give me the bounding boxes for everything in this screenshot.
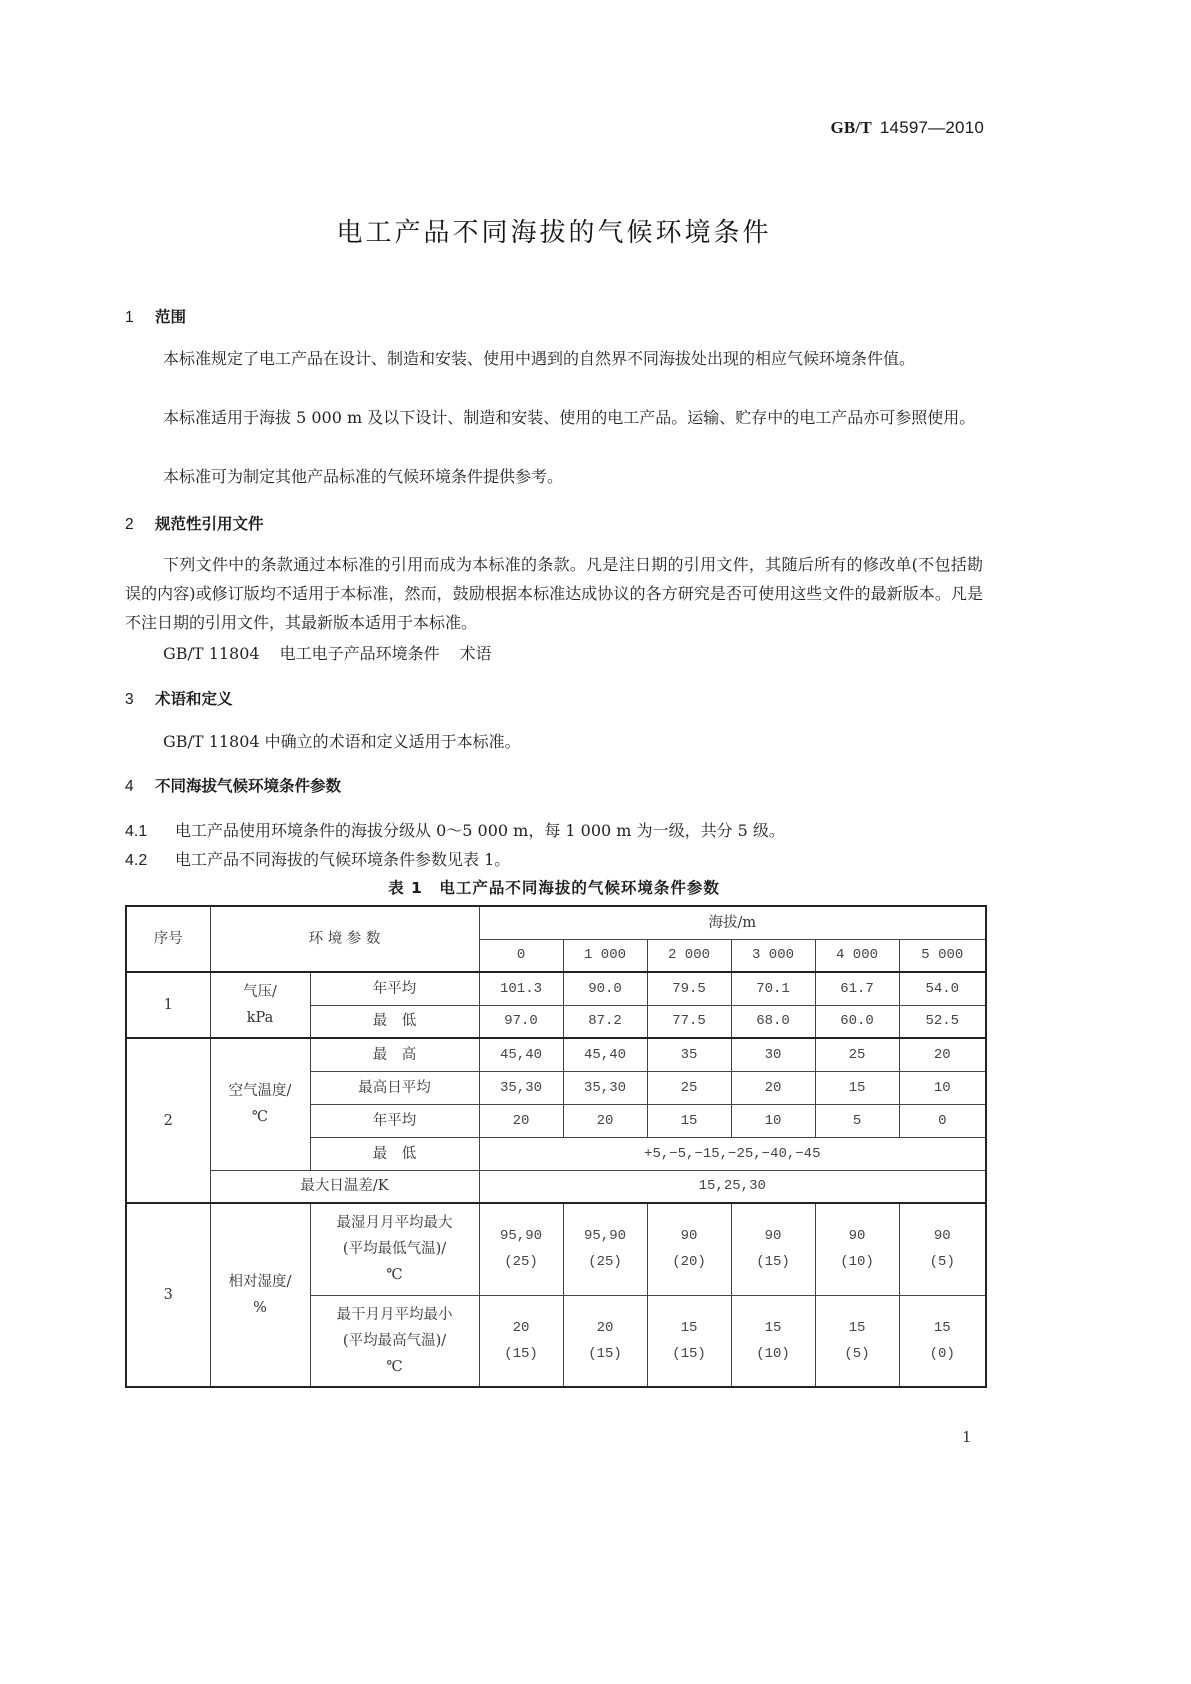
clause-text: 电工产品不同海拔的气候环境条件参数见表 1。 bbox=[175, 850, 511, 869]
cell-temp: (5) bbox=[844, 1345, 870, 1362]
table-cell: 79.5 bbox=[647, 972, 731, 1005]
label-line: (平均最低气温)/ bbox=[342, 1241, 447, 1258]
section-number: 4 bbox=[125, 778, 134, 795]
header-index: 序号 bbox=[126, 906, 210, 972]
table-row bbox=[126, 972, 986, 1005]
section-3-heading bbox=[125, 687, 233, 709]
clause-number: 4.2 bbox=[125, 852, 148, 869]
table-cell: 20 bbox=[731, 1071, 815, 1104]
page-number: 1 bbox=[962, 1428, 972, 1446]
section-title: 不同海拔气候环境条件参数 bbox=[155, 777, 342, 795]
table-caption: 表 1 电工产品不同海拔的气候环境条件参数 bbox=[388, 879, 720, 897]
cell-temp: (15) bbox=[672, 1345, 706, 1362]
table-cell: 25 bbox=[815, 1038, 899, 1071]
table-cell: 70.1 bbox=[731, 972, 815, 1005]
table-cell bbox=[647, 1203, 731, 1295]
table-cell: 54.0 bbox=[899, 972, 986, 1005]
clause-4-2 bbox=[125, 847, 510, 870]
group-index: 2 bbox=[126, 1038, 210, 1203]
table-cell: 20 bbox=[563, 1104, 647, 1137]
table-cell: 10 bbox=[899, 1071, 986, 1104]
cell-value: 90 bbox=[933, 1228, 951, 1245]
section-number: 2 bbox=[125, 516, 134, 533]
altitude-4000: 4 000 bbox=[815, 939, 899, 972]
table-cell: 5 bbox=[815, 1104, 899, 1137]
section-number: 3 bbox=[125, 691, 134, 708]
table-cell: 35,30 bbox=[563, 1071, 647, 1104]
label-line: ℃ bbox=[386, 1358, 403, 1375]
table-cell: 77.5 bbox=[647, 1005, 731, 1038]
cell-value: 15 bbox=[680, 1319, 698, 1336]
cell-value: 90 bbox=[764, 1228, 782, 1245]
table-cell: 20 bbox=[899, 1038, 986, 1071]
table-row bbox=[126, 1203, 986, 1295]
section-title: 术语和定义 bbox=[155, 690, 233, 708]
cell-value: 15 bbox=[848, 1319, 866, 1336]
table-cell: 61.7 bbox=[815, 972, 899, 1005]
merged-cell: +5,−5,−15,−25,−40,−45 bbox=[479, 1137, 986, 1170]
table-cell bbox=[479, 1295, 563, 1387]
row-label: 最大日温差/K bbox=[210, 1170, 479, 1203]
row-label bbox=[310, 1295, 479, 1387]
cell-temp: (0) bbox=[929, 1345, 955, 1362]
table-cell bbox=[731, 1295, 815, 1387]
table-cell: 87.2 bbox=[563, 1005, 647, 1038]
cell-value: 90 bbox=[680, 1228, 698, 1245]
standard-prefix: GB/T bbox=[830, 118, 872, 137]
section-1-paragraph-2: 本标准适用于海拔 5 000 m 及以下设计、制造和安装、使用的电工产品。运输、贮存中的电工产品亦可参照使用。 bbox=[163, 408, 976, 427]
group-index: 1 bbox=[126, 972, 210, 1038]
parameter-name: 空气温度/ bbox=[228, 1083, 292, 1100]
cell-value: 95,90 bbox=[500, 1228, 543, 1245]
clause-4-1 bbox=[125, 818, 785, 841]
table-cell bbox=[479, 1203, 563, 1295]
group-parameter bbox=[210, 972, 310, 1038]
altitude-2000: 2 000 bbox=[647, 939, 731, 972]
cell-temp: (5) bbox=[929, 1254, 955, 1271]
label-line: 最干月月平均最小 bbox=[336, 1306, 453, 1323]
table-cell: 0 bbox=[899, 1104, 986, 1137]
row-label: 最 高 bbox=[310, 1038, 479, 1071]
row-label: 最高日平均 bbox=[310, 1071, 479, 1104]
table-row bbox=[126, 1170, 986, 1203]
parameter-unit: % bbox=[253, 1300, 267, 1316]
label-line: 最湿月月平均最大 bbox=[336, 1215, 453, 1232]
cell-temp: (15) bbox=[504, 1345, 538, 1362]
table-cell: 101.3 bbox=[479, 972, 563, 1005]
header-parameter: 环 境 参 数 bbox=[210, 906, 479, 972]
table-cell bbox=[563, 1295, 647, 1387]
table-cell: 25 bbox=[647, 1071, 731, 1104]
cell-temp: (15) bbox=[756, 1254, 790, 1271]
section-1-paragraph-3: 本标准可为制定其他产品标准的气候环境条件提供参考。 bbox=[163, 467, 564, 486]
row-label: 年平均 bbox=[310, 1104, 479, 1137]
row-label bbox=[310, 1203, 479, 1295]
table-row bbox=[126, 1038, 986, 1071]
group-parameter bbox=[210, 1038, 310, 1170]
table-header-row bbox=[126, 906, 986, 939]
table-cell: 35 bbox=[647, 1038, 731, 1071]
parameter-name: 气压/ bbox=[243, 984, 277, 1000]
section-2-heading bbox=[125, 512, 264, 534]
group-index: 3 bbox=[126, 1203, 210, 1387]
table-cell: 68.0 bbox=[731, 1005, 815, 1038]
cell-value: 90 bbox=[848, 1228, 866, 1245]
table-cell bbox=[815, 1295, 899, 1387]
table-cell: 30 bbox=[731, 1038, 815, 1071]
document-title: 电工产品不同海拔的气候环境条件 bbox=[336, 218, 772, 248]
altitude-3000: 3 000 bbox=[731, 939, 815, 972]
table-cell bbox=[563, 1203, 647, 1295]
parameter-unit: ℃ bbox=[251, 1109, 269, 1126]
section-1-heading bbox=[125, 305, 186, 327]
table-cell: 90.0 bbox=[563, 972, 647, 1005]
section-4-heading bbox=[125, 774, 341, 796]
table-cell: 20 bbox=[479, 1104, 563, 1137]
table-cell: 52.5 bbox=[899, 1005, 986, 1038]
normative-reference bbox=[163, 641, 512, 664]
label-line: (平均最高气温)/ bbox=[342, 1332, 447, 1349]
section-number: 1 bbox=[125, 309, 134, 326]
cell-temp: (10) bbox=[756, 1345, 790, 1362]
section-3-paragraph-1: GB/T 11804 中确立的术语和定义适用于本标准。 bbox=[163, 732, 521, 751]
section-1-paragraph-1: 本标准规定了电工产品在设计、制造和安装、使用中遇到的自然界不同海拔处出现的相应气候环境条件值。 bbox=[163, 349, 916, 368]
table-cell: 60.0 bbox=[815, 1005, 899, 1038]
table-cell bbox=[899, 1203, 986, 1295]
cell-temp: (10) bbox=[840, 1254, 874, 1271]
table-cell: 15 bbox=[647, 1104, 731, 1137]
table-cell bbox=[815, 1203, 899, 1295]
header-altitude: 海拔/m bbox=[479, 906, 986, 939]
cell-temp: (20) bbox=[672, 1254, 706, 1271]
cell-temp: (25) bbox=[504, 1254, 538, 1271]
cell-value: 20 bbox=[512, 1319, 530, 1336]
merged-cell: 15,25,30 bbox=[479, 1170, 986, 1203]
row-label: 最 低 bbox=[310, 1137, 479, 1170]
altitude-0: 0 bbox=[479, 939, 563, 972]
standard-number: 14597—2010 bbox=[879, 118, 984, 137]
reference-subtitle: 术语 bbox=[459, 644, 492, 663]
cell-value: 95,90 bbox=[584, 1228, 627, 1245]
standard-code bbox=[830, 118, 984, 138]
climate-conditions-table bbox=[125, 905, 987, 1388]
table-cell: 97.0 bbox=[479, 1005, 563, 1038]
parameter-unit: kPa bbox=[246, 1010, 274, 1026]
table-cell: 45,40 bbox=[479, 1038, 563, 1071]
table-cell bbox=[731, 1203, 815, 1295]
table-cell bbox=[647, 1295, 731, 1387]
table-cell: 10 bbox=[731, 1104, 815, 1137]
altitude-5000: 5 000 bbox=[899, 939, 986, 972]
row-label: 最 低 bbox=[310, 1005, 479, 1038]
clause-number: 4.1 bbox=[125, 823, 148, 840]
reference-title: 电工电子产品环境条件 bbox=[279, 644, 440, 663]
clause-text: 电工产品使用环境条件的海拔分级从 0～5 000 m，每 1 000 m 为一级，共分 5 级。 bbox=[175, 821, 785, 840]
cell-value: 20 bbox=[596, 1319, 614, 1336]
table-cell: 15 bbox=[815, 1071, 899, 1104]
cell-value: 15 bbox=[764, 1319, 782, 1336]
table-cell bbox=[899, 1295, 986, 1387]
section-2-paragraph-1: 下列文件中的条款通过本标准的引用而成为本标准的条款。凡是注日期的引用文件，其随后所有的修改单(不包括勘误的内容)或修订版均不适用于本标准，然而，鼓励根据本标准达成协议的各方研究是否可使用这些文件的最新版本。凡是不注日期的引用文件，其最新版本适用于本标准。 bbox=[125, 555, 983, 632]
label-line: ℃ bbox=[386, 1267, 403, 1284]
cell-temp: (15) bbox=[588, 1345, 622, 1362]
section-title: 规范性引用文件 bbox=[155, 515, 264, 533]
table-cell: 35,30 bbox=[479, 1071, 563, 1104]
group-parameter bbox=[210, 1203, 310, 1387]
section-title: 范围 bbox=[155, 308, 187, 326]
table-cell: 45,40 bbox=[563, 1038, 647, 1071]
altitude-1000: 1 000 bbox=[563, 939, 647, 972]
cell-value: 15 bbox=[933, 1319, 951, 1336]
row-label: 年平均 bbox=[310, 972, 479, 1005]
cell-temp: (25) bbox=[588, 1254, 622, 1271]
parameter-name: 相对湿度/ bbox=[228, 1274, 292, 1290]
reference-code: GB/T 11804 bbox=[163, 644, 260, 663]
